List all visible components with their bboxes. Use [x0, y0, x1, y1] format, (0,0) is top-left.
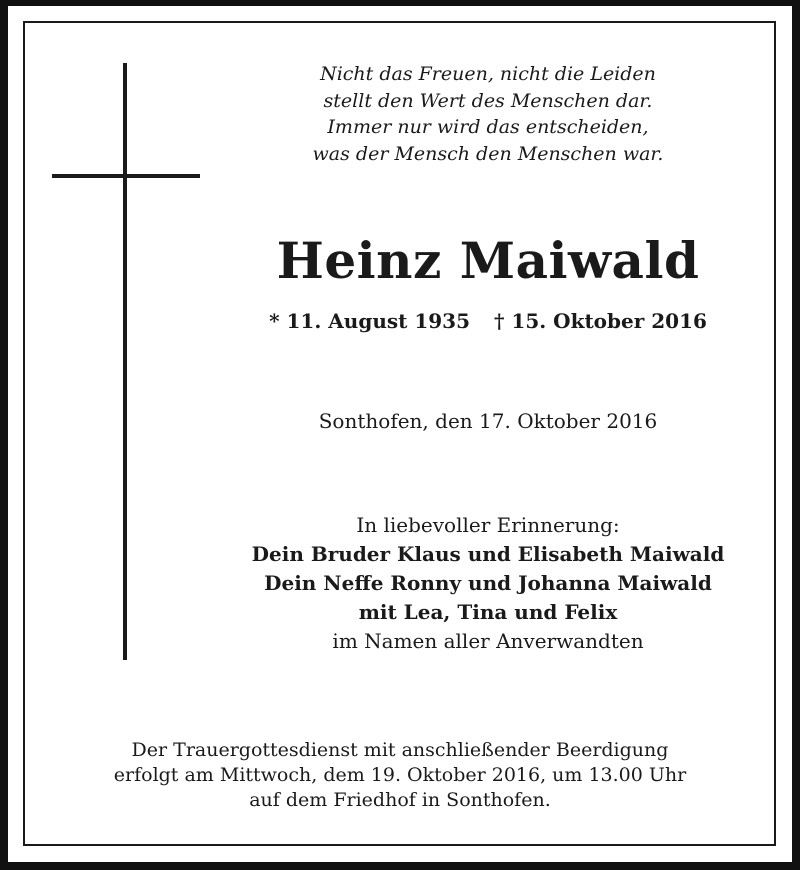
birth-date: * 11. August 1935 — [269, 309, 470, 333]
poem-line: was der Mensch den Menschen war. — [312, 142, 664, 165]
cross-icon-horizontal-bar — [52, 174, 200, 178]
family-line: mit Lea, Tina und Felix — [358, 600, 618, 624]
poem-verse — [238, 61, 738, 167]
family-line: Dein Neffe Ronny und Johanna Maiwald — [264, 571, 712, 595]
family-line: Dein Bruder Klaus und Elisabeth Maiwald — [251, 542, 725, 566]
memory-intro: In liebevoller Erinnerung: — [356, 513, 620, 537]
service-line: Der Trauergottesdienst mit anschließender Beerdigung — [131, 739, 669, 761]
poem-line: stellt den Wert des Menschen dar. — [323, 89, 653, 112]
poem-line: Immer nur wird das entscheiden, — [327, 116, 649, 138]
cross-icon-vertical-bar — [123, 63, 127, 660]
memory-section — [238, 511, 738, 656]
life-dates — [238, 307, 738, 335]
service-line: erfolgt am Mittwoch, dem 19. Oktober 2016, um 13.00 Uhr — [113, 764, 687, 786]
memory-closing: im Namen aller Anverwandten — [332, 629, 644, 653]
death-date: † 15. Oktober 2016 — [493, 309, 707, 333]
poem-line: Nicht das Freuen, nicht die Leiden — [320, 63, 656, 85]
service-line: auf dem Friedhof in Sonthofen. — [249, 789, 551, 811]
obituary-page — [8, 6, 792, 862]
funeral-service-notice — [58, 738, 742, 813]
place-and-date: Sonthofen, den 17. Oktober 2016 — [318, 409, 658, 433]
deceased-name: Heinz Maiwald — [276, 231, 700, 290]
